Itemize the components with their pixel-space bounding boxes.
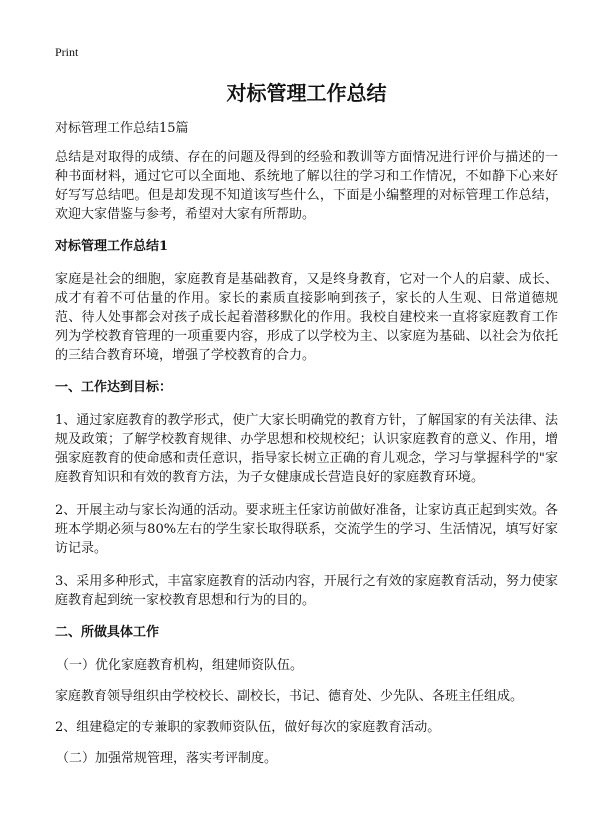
- work-item-organization-detail: 家庭教育领导组织由学校校长、副校长，书记、德育处、少先队、各班主任组成。: [55, 689, 524, 704]
- page-title: 对标管理工作总结: [226, 81, 387, 105]
- document-subtitle: 对标管理工作总结15篇: [55, 121, 189, 136]
- intro-paragraph: 总结是对取得的成绩、存在的问题及得到的经验和教训等方面情况进行评价与描述的一种书面材料，通过它可以全面地、系统地了解以往的学习和工作情况，不如静下心来好好写写总结吧。但是却发现不知道该写些什么，下面是小编整理的对标管理工作总结，欢迎大家借鉴与参考，希望对大家有所帮助。: [55, 150, 558, 222]
- goals-heading: 一、工作达到目标：: [55, 380, 173, 395]
- goal-item-2: 2、开展主动与家长沟通的活动。要求班主任家访前做好准备，让家访真正起到实效。各班本学期必须与80%左右的学生家长取得联系，交流学生的学习、生活情况，填写好家访记录。: [55, 503, 558, 556]
- goal-item-1: 1、通过家庭教育的教学形式，使广大家长明确党的教育方针，了解国家的有关法律、法规及政策；了解学校教育规律、办学思想和校规校纪；认识家庭教育的意义、作用，增强家庭教育的使命感和责任意识，指导家长树立正确的育儿观念，学习与掌握科学的"家庭教育知识和有效的教育方法，为子女健康成长营造良好的家庭教育环境。: [55, 413, 558, 485]
- specific-work-heading: 二、所做具体工作: [55, 625, 160, 640]
- goal-item-3: 3、采用多种形式，丰富家庭教育的活动内容，开展行之有效的家庭教育活动，努力使家庭教育起到统一家校教育思想和行为的目的。: [55, 574, 558, 608]
- print-link[interactable]: Print: [55, 45, 79, 59]
- work-item-teachers: 2、组建稳定的专兼职的家教师资队伍，做好每次的家庭教育活动。: [55, 720, 441, 735]
- work-item-organization: （一）优化家庭教育机构，组建师资队伍。: [56, 658, 304, 673]
- document-body: [55, 120, 558, 782]
- work-item-management: （二）加强常规管理，落实考评制度。: [56, 751, 278, 766]
- section-title: 对标管理工作总结1: [55, 239, 169, 254]
- family-education-paragraph: 家庭是社会的细胞，家庭教育是基础教育，又是终身教育，它对一个人的启蒙、成长、成才有着不可估量的作用。家长的素质直接影响到孩子，家长的人生观、日常道德规范、待人处事都会对孩子成长起着潜移默化的作用。我校自建校来一直将家庭教育工作列为学校教育管理的一项重要内容，形成了以学校为主、以家庭为基础、以社会为依托的三结合教育环境，增强了学校教育的合力。: [55, 272, 558, 363]
